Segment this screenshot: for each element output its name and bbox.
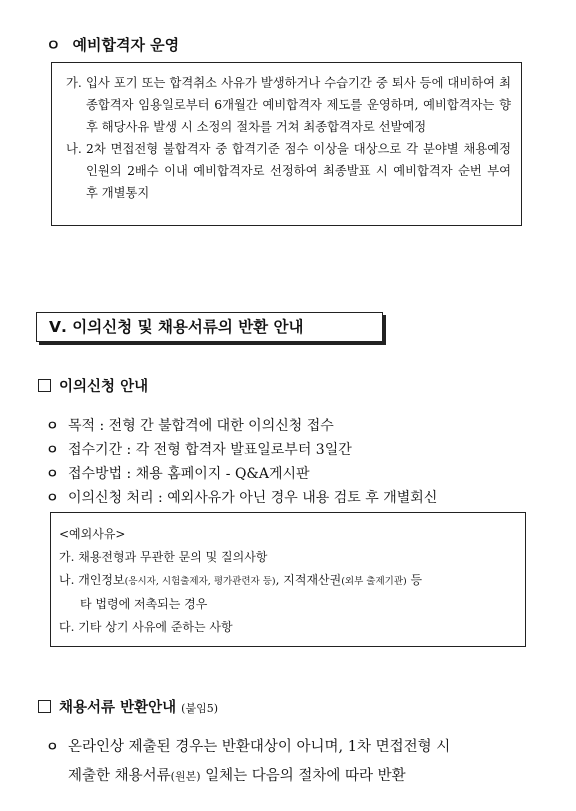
item-text: 2차 면접전형 불합격자 중 합격기준 점수 이상을 대상으로 각 분야별 채용예정인원의 2배수 이내 예비합격자로 선정하여 최종발표 시 예비합격자 순번 부여 후 개별통지 xyxy=(86,142,511,200)
checkbox-square-icon xyxy=(38,379,51,392)
section-title-text: 예비합격자 운영 xyxy=(72,36,180,54)
return-docs-line2 xyxy=(46,762,536,791)
bullet-text: 접수기간 : 각 전형 합격자 발표일로부터 3일간 xyxy=(68,442,352,458)
exception-item-a xyxy=(59,546,517,569)
attachment-note: (붙임5) xyxy=(181,702,219,715)
bullet-text: 목적 : 전형 간 불합격에 대한 이의신청 접수 xyxy=(68,418,334,434)
exception-header: <예외사유> xyxy=(59,527,126,541)
item-marker: 다. xyxy=(59,620,75,634)
item-marker: 나. xyxy=(59,573,75,587)
paragraph-text: 온라인상 제출된 경우는 반환대상이 아니며, 1차 면접전형 시 xyxy=(68,739,451,755)
item-small-note: (응시자, 시험출제자, 평가관련자 등) xyxy=(124,576,276,587)
original-note: (원본) xyxy=(170,770,201,783)
list-item xyxy=(66,138,511,204)
chapter-heading: Ⅴ. 이의신청 및 채용서류의 반환 안내 xyxy=(36,312,383,342)
bullet-text: 접수방법 : 채용 홈페이지 - Q&A게시판 xyxy=(68,466,310,482)
objection-heading-text: 이의신청 안내 xyxy=(59,379,149,395)
objection-bullet-method xyxy=(46,462,310,487)
item-small-note: (외부 출제기관) xyxy=(341,576,407,587)
item-text: 채용전형과 무관한 문의 및 질의사항 xyxy=(78,550,268,564)
bullet-icon: ㅇ xyxy=(46,443,59,458)
objection-bullet-processing xyxy=(46,486,437,511)
return-docs-line1 xyxy=(46,733,536,762)
item-text: 등 xyxy=(406,573,423,587)
bullet-icon: ㅇ xyxy=(46,491,59,506)
return-docs-heading xyxy=(38,696,218,717)
paragraph-text: 일체는 다음의 절차에 따라 반환 xyxy=(200,768,406,784)
item-marker: 가. xyxy=(66,76,82,90)
objection-bullet-purpose xyxy=(46,414,334,439)
item-text: 기타 상기 사유에 준하는 사항 xyxy=(78,620,233,634)
exception-item-b-cont: 타 법령에 저촉되는 경우 xyxy=(80,597,208,611)
return-docs-paragraph xyxy=(46,733,536,791)
bullet-icon: ㅇ xyxy=(46,467,59,482)
bullet-icon: ㅇ xyxy=(46,36,61,54)
exception-item-c xyxy=(59,616,517,639)
bullet-icon: ㅇ xyxy=(46,419,59,434)
bullet-text: 이의신청 처리 : 예외사유가 아닌 경우 내용 검토 후 개별회신 xyxy=(68,490,438,506)
bullet-icon: ㅇ xyxy=(46,740,59,755)
objection-bullet-period xyxy=(46,438,352,463)
exception-box xyxy=(50,512,526,647)
return-docs-heading-text: 채용서류 반환안내 xyxy=(59,700,177,716)
reserve-info-box xyxy=(51,62,522,226)
objection-heading xyxy=(38,375,148,396)
item-text: 개인정보 xyxy=(78,573,125,587)
item-text: 입사 포기 또는 합격취소 사유가 발생하거나 수습기간 중 퇴사 등에 대비하여 최종합격자 임용일로부터 6개월간 예비합격자 제도를 운영하며, 예비합격자는 향후 해당사유 발생 시 소정의 절차를 거쳐 최종합격자로 선발예정 xyxy=(86,76,511,134)
checkbox-square-icon xyxy=(38,700,51,713)
item-marker: 나. xyxy=(66,142,82,156)
section-title-reserve xyxy=(46,34,179,55)
list-item xyxy=(66,72,511,138)
exception-item-b xyxy=(59,569,517,593)
item-marker: 가. xyxy=(59,550,75,564)
paragraph-text: 제출한 채용서류 xyxy=(68,768,171,784)
item-text: , 지적재산권 xyxy=(275,573,342,587)
